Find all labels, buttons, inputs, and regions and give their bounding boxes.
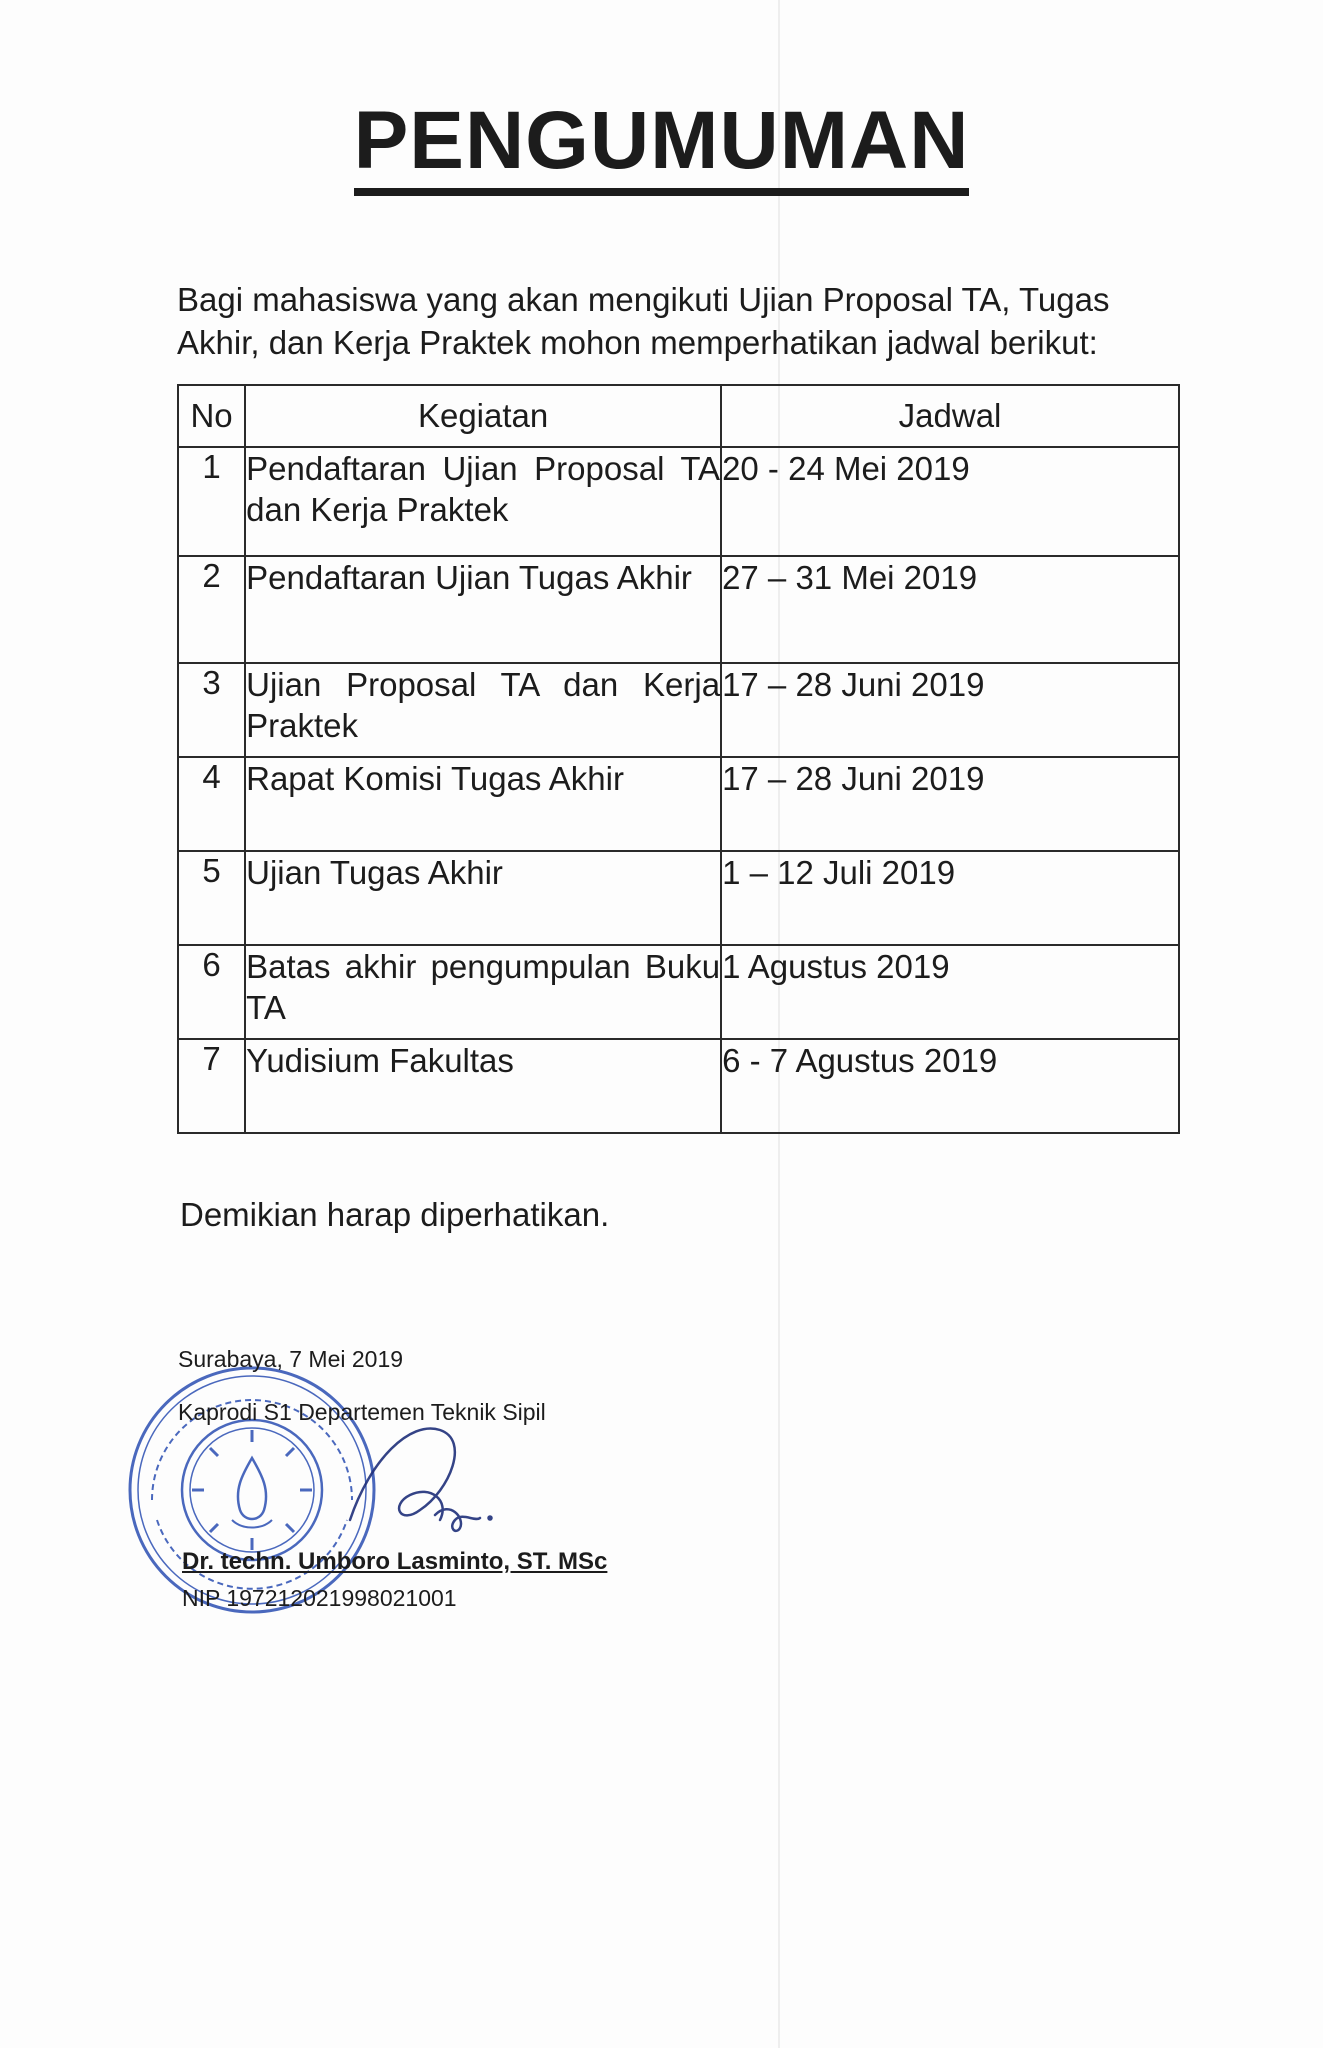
row-jadwal: 17 – 28 Juni 2019 <box>721 663 1179 757</box>
table-row <box>178 447 1179 556</box>
table-row <box>178 1039 1179 1133</box>
row-kegiatan: Pendaftaran Ujian Tugas Akhir <box>245 556 721 663</box>
signature-name: Dr. techn. Umboro Lasminto, ST. MSc <box>182 1548 608 1575</box>
table-row <box>178 851 1179 945</box>
row-jadwal: 20 - 24 Mei 2019 <box>721 447 1179 556</box>
signature-role: Kaprodi S1 Departemen Teknik Sipil <box>178 1399 546 1425</box>
table-row <box>178 757 1179 851</box>
row-no: 4 <box>178 757 245 851</box>
closing-sentence: Demikian harap diperhatikan. <box>180 1196 610 1233</box>
table-row <box>178 556 1179 663</box>
row-jadwal: 1 Agustus 2019 <box>721 945 1179 1039</box>
row-kegiatan: Pendaftaran Ujian Proposal TA dan Kerja Praktek <box>245 447 721 556</box>
row-kegiatan: Batas akhir pengumpulan Buku TA <box>245 945 721 1039</box>
row-no: 5 <box>178 851 245 945</box>
table-row <box>178 945 1179 1039</box>
signature-place-date: Surabaya, 7 Mei 2019 <box>178 1346 404 1372</box>
header-jadwal: Jadwal <box>721 385 1179 447</box>
row-kegiatan: Rapat Komisi Tugas Akhir <box>245 757 721 851</box>
signature-nip: NIP 197212021998021001 <box>182 1585 457 1611</box>
row-no: 7 <box>178 1039 245 1133</box>
row-no: 3 <box>178 663 245 757</box>
row-kegiatan: Yudisium Fakultas <box>245 1039 721 1133</box>
document-title: PENGUMUMAN <box>0 100 1323 196</box>
intro-paragraph: Bagi mahasiswa yang akan mengikuti Ujian Proposal TA, Tugas Akhir, dan Kerja Praktek mohon memperhatikan jadwal berikut: <box>177 281 1110 361</box>
row-jadwal: 1 – 12 Juli 2019 <box>721 851 1179 945</box>
header-kegiatan: Kegiatan <box>245 385 721 447</box>
table-header-row <box>178 385 1179 447</box>
row-kegiatan: Ujian Proposal TA dan Kerja Praktek <box>245 663 721 757</box>
row-jadwal: 6 - 7 Agustus 2019 <box>721 1039 1179 1133</box>
header-no: No <box>178 385 245 447</box>
row-jadwal: 17 – 28 Juni 2019 <box>721 757 1179 851</box>
schedule-table <box>177 384 1180 1134</box>
row-no: 2 <box>178 556 245 663</box>
row-jadwal: 27 – 31 Mei 2019 <box>721 556 1179 663</box>
row-kegiatan: Ujian Tugas Akhir <box>245 851 721 945</box>
row-no: 6 <box>178 945 245 1039</box>
row-no: 1 <box>178 447 245 556</box>
table-row <box>178 663 1179 757</box>
